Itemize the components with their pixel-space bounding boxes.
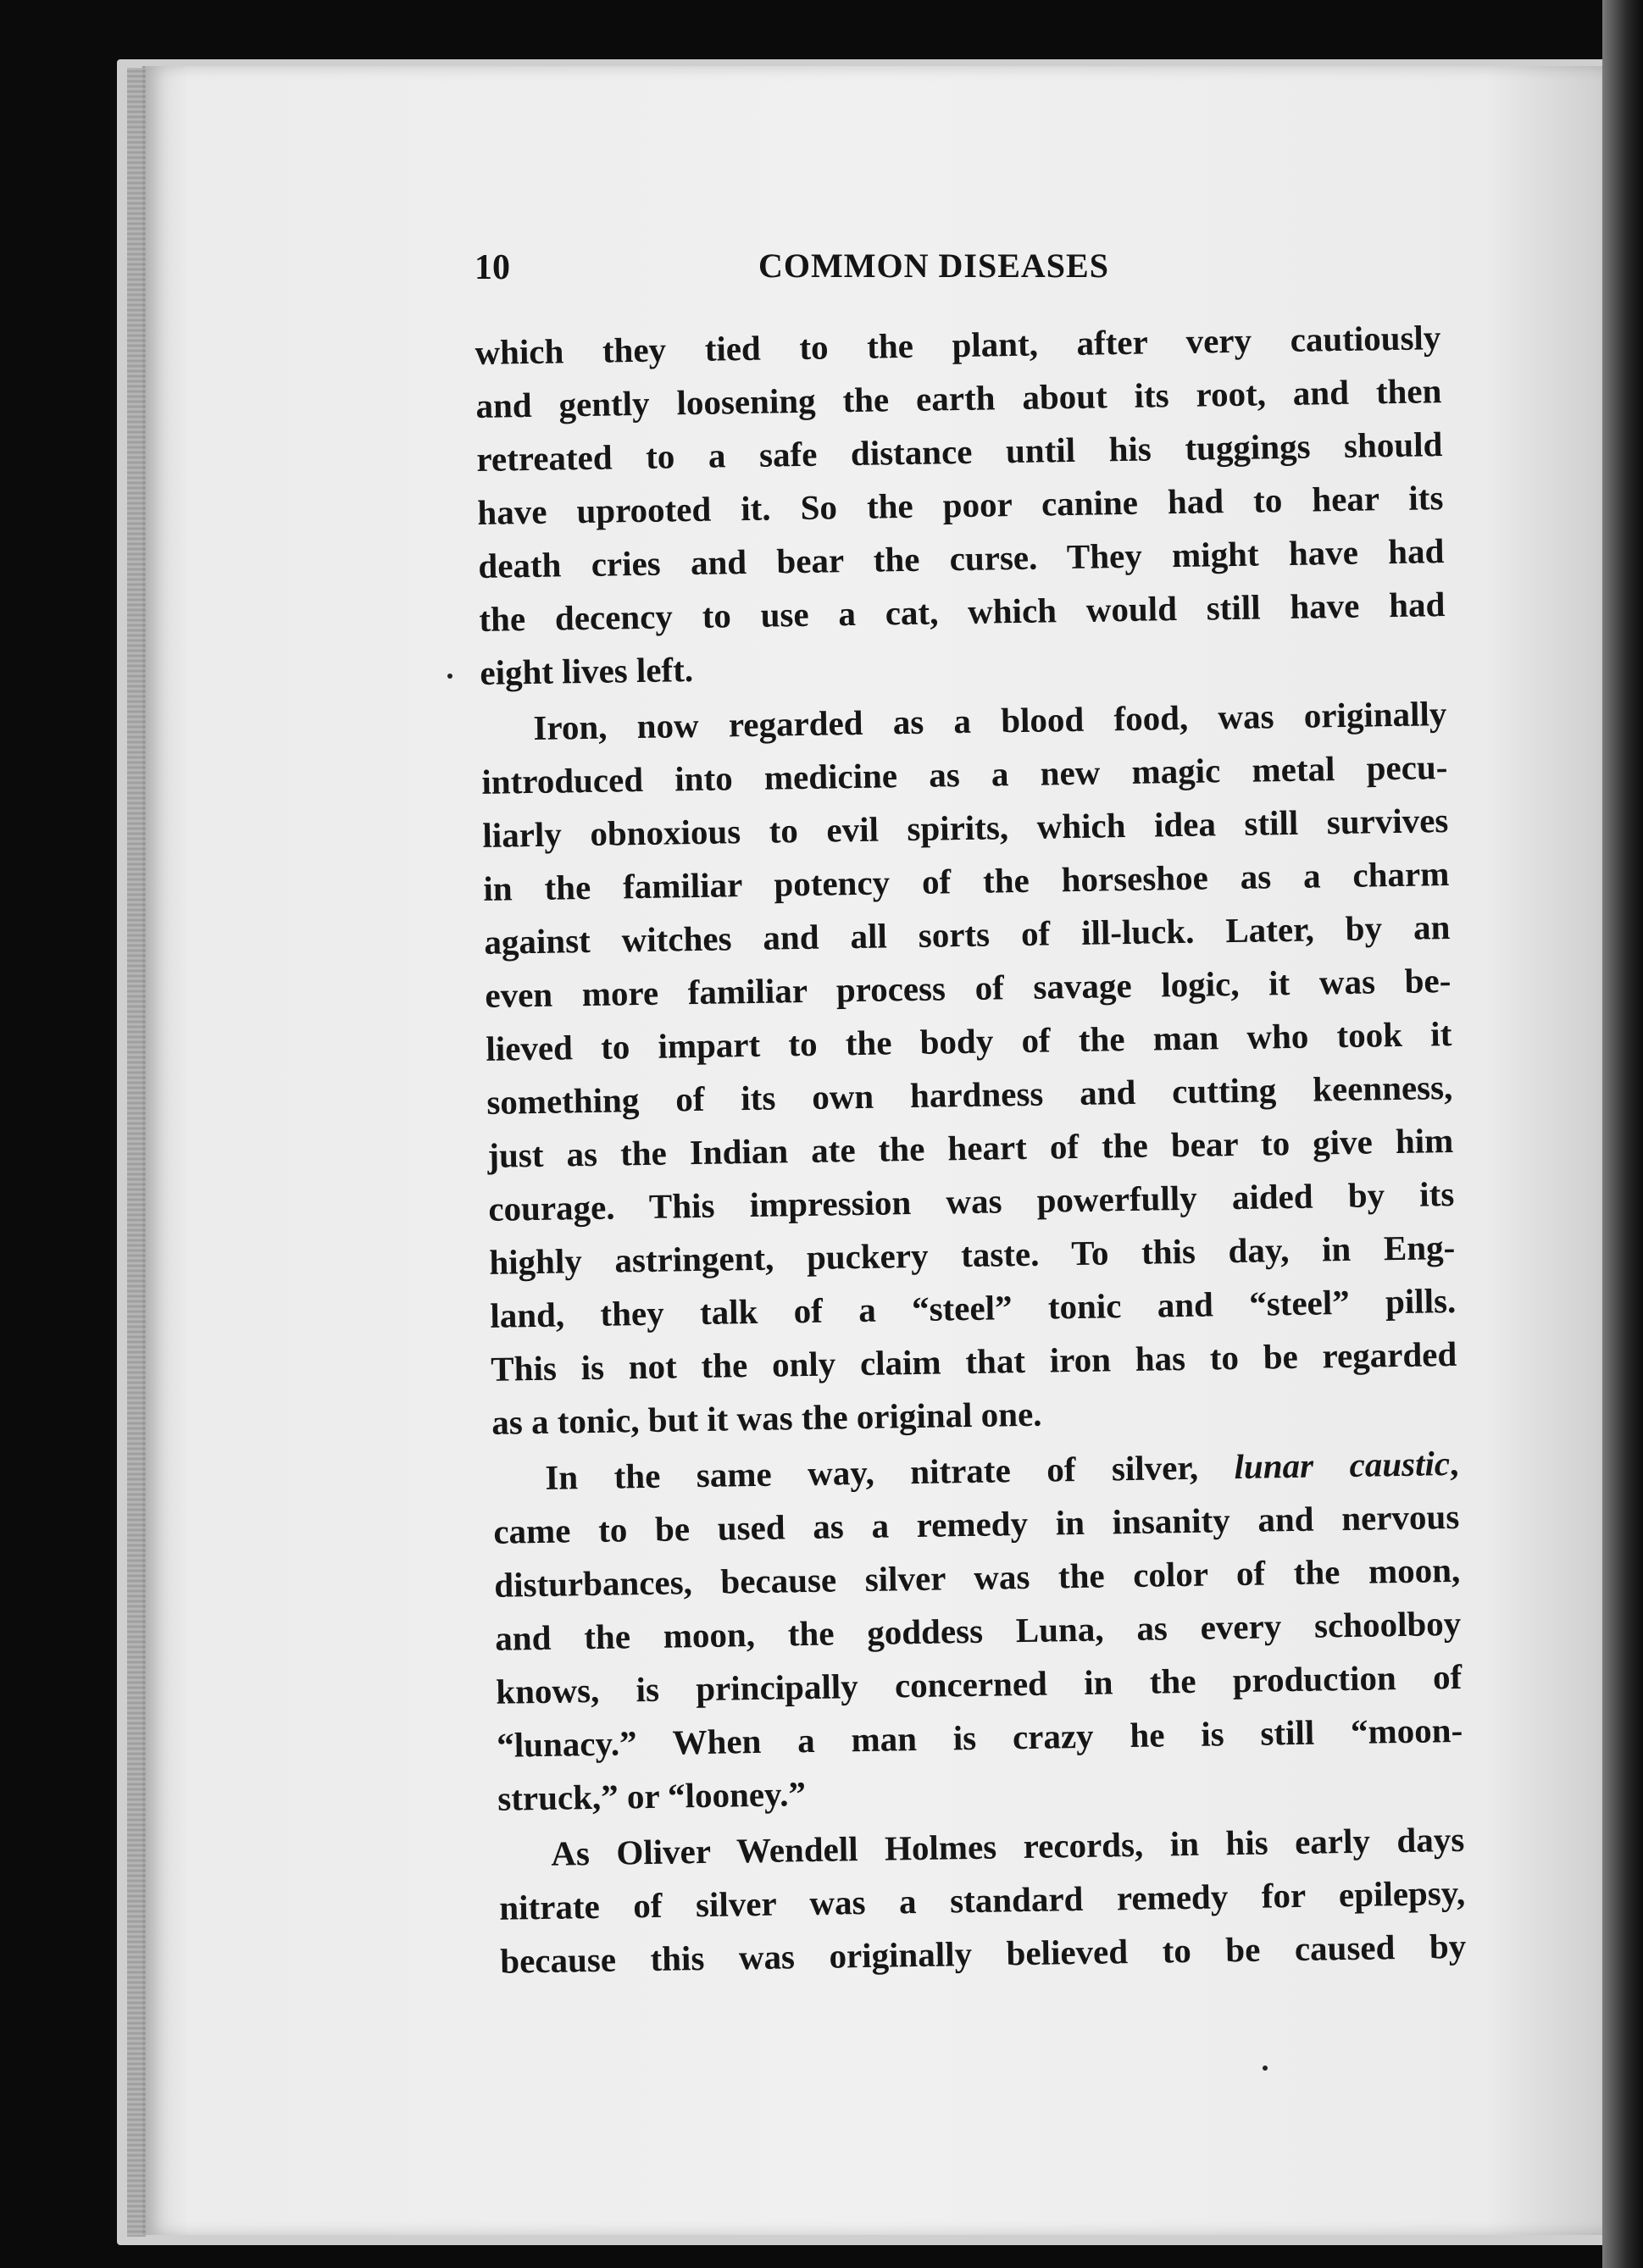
text-line: knows, is principally concerned in the production of — [495, 1656, 1463, 1711]
text-line: came to be used as a remedy in insanity and nervous — [492, 1496, 1460, 1551]
text-line: and the moon, the goddess Luna, as every schoolboy — [494, 1603, 1462, 1658]
text-line-lunar-caustic: In the same way, nitrate of silver, lunar caustic, — [544, 1443, 1459, 1497]
text-line: eight lives left. — [480, 649, 694, 692]
text-line: liarly obnoxious to evil spirits, which idea still survives — [482, 801, 1449, 855]
text-line: land, they talk of a “steel” tonic and “steel” pills. — [489, 1280, 1457, 1335]
text-line: Iron, now regarded as a blood food, was originally — [533, 694, 1447, 747]
italic-term: lunar caustic — [1234, 1444, 1451, 1487]
text-line: lieved to impart to the body of the man who took it — [486, 1013, 1452, 1068]
text-line: as a tonic, but it was the original one. — [491, 1394, 1042, 1442]
running-head: COMMON DISEASES — [758, 247, 1109, 285]
text-line: the decency to use a cat, which would still have had — [479, 585, 1446, 639]
text-line: because this was originally believed to be caused by — [499, 1926, 1467, 1981]
book-binding — [127, 68, 146, 2237]
text-line: struck,” or “looney.” — [497, 1774, 807, 1818]
text-line: death cries and bear the curse. They might have had — [478, 531, 1445, 585]
text-line: against witches and all sorts of ill-luck. Later, by an — [484, 907, 1451, 962]
text-line: and gently loosening the earth about its root, and then — [475, 371, 1442, 425]
page-header — [475, 246, 1449, 297]
text-line: even more familiar process of savage logic, it was be- — [485, 960, 1452, 1015]
text-line: “lunacy.” When a man is crazy he is still “moon- — [496, 1710, 1463, 1765]
text-line: This is not the only claim that iron has to be regarded — [490, 1334, 1457, 1389]
text-line: in the familiar potency of the horseshoe as a charm — [483, 854, 1450, 908]
paragraph — [492, 1437, 1464, 1826]
body-text — [475, 311, 1467, 1988]
paragraph — [498, 1813, 1467, 1988]
text-line: just as the Indian ate the heart of the bear to give him — [487, 1120, 1454, 1175]
paragraph — [475, 311, 1446, 700]
text-line: As Oliver Wendell Holmes records, in his early days — [550, 1819, 1465, 1873]
text-line: which they tied to the plant, after very cautiously — [475, 318, 1441, 372]
right-edge-shadow — [1602, 0, 1643, 2268]
text-line: retreated to a safe distance until his tuggings should — [476, 424, 1443, 479]
page-number: 10 — [475, 248, 510, 287]
text-line: disturbances, because silver was the color of the moon, — [493, 1550, 1461, 1605]
text-line: nitrate of silver was a standard remedy for epilepsy, — [498, 1872, 1466, 1927]
paragraph — [480, 687, 1458, 1450]
text-line: highly astringent, puckery taste. To this day, in Eng- — [488, 1227, 1456, 1282]
text-line: something of its own hardness and cutting keenness, — [486, 1067, 1453, 1122]
scan-speck — [447, 674, 452, 679]
text-line: introduced into medicine as a new magic metal pecu- — [481, 747, 1448, 801]
text-line: courage. This impression was powerfully aided by its — [488, 1173, 1455, 1228]
text-line: have uprooted it. So the poor canine had to hear its — [477, 478, 1444, 532]
scan-speck — [1263, 2066, 1268, 2071]
